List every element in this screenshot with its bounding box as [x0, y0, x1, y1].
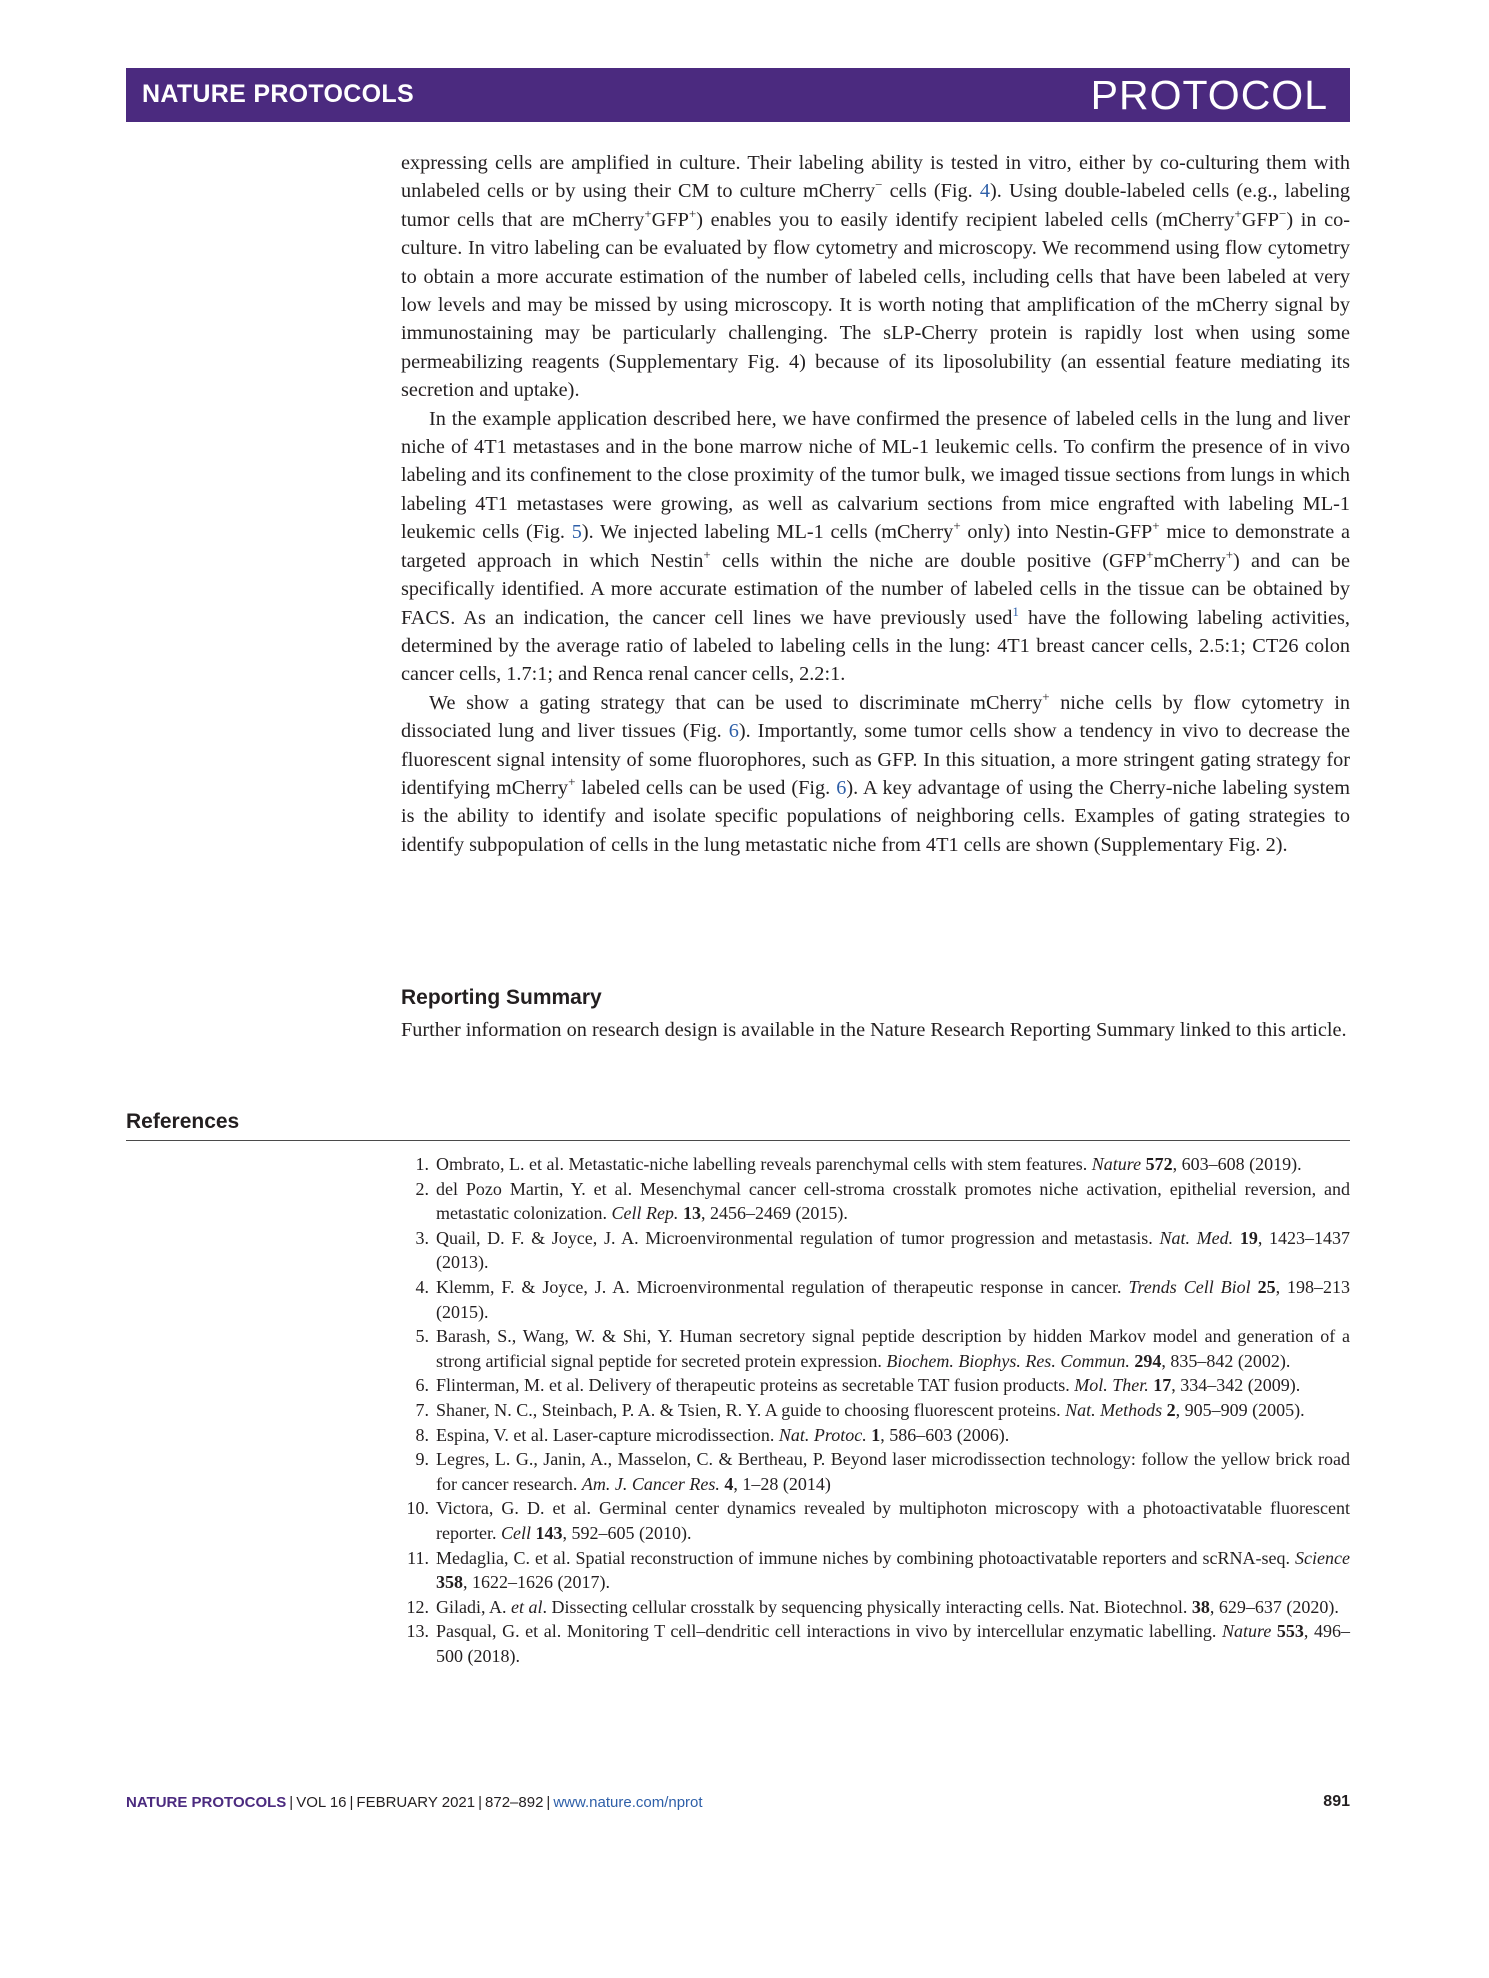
figure-link[interactable]: 6 [728, 720, 739, 743]
page-number: 891 [1323, 1793, 1350, 1810]
footer-journal: NATURE PROTOCOLS [126, 1794, 287, 1811]
reference-item: 13. Pasqual, G. et al. Monitoring T cell–dendritic cell interactions in vivo by intercellular enzymatic labelling. Nature 553, 496–500 (2018). [406, 1621, 1351, 1666]
figure-link[interactable]: 6 [836, 776, 847, 799]
reference-item: 3. Quail, D. F. & Joyce, J. A. Microenvironmental regulation of tumor progression and metastasis. Nat. Med. 19, 1423–1437 (2013). [415, 1227, 1350, 1273]
journal-name: NATURE PROTOCOLS [142, 80, 414, 108]
reference-item: 7. Shaner, N. C., Steinbach, P. A. & Tsien, R. Y. A guide to choosing fluorescent proteins. Nat. Methods 2, 905–909 (2005). [415, 1399, 1305, 1420]
reporting-summary-text: Further information on research design is available in the Nature Research Reporting Summary linked to this article. [401, 1019, 1347, 1041]
figure-link[interactable]: 5 [571, 521, 582, 544]
article-type: PROTOCOL [1090, 72, 1328, 118]
paragraph-2: In the example application described here, we have confirmed the presence of labeled cells in the lung and liver niche of 4T1 metastases and in the bone marrow niche of ML-1 leukemic cells. To confirm the presence of in vivo labeling and its confinement to the close proximity of the tumor bulk, we imaged tissue sections from lungs in which labeling 4T1 metastases were growing, as well as calvarium sections from mice engrafted with labeling ML-1 leukemic cells (Fig. 5). We injected labeling ML-1 cells (mCherry+ only) into Nestin-GFP+ mice to demonstrate a targeted approach in which Nestin+ cells within the niche are double positive (GFP+mCherry+) and can be specifically identified. A more accurate estimation of the number of labeled cells in the tissue can be obtained by FACS. As an indication, the cancer cell lines we have previously used$^1$ have the following labeling activities, determined by the average ratio of labeled to labeling cells in the lung: 4T1 breast cancer cells, 2.5:1; CT26 colon cancer cells, 1.7:1; and Renca renal cancer cells, 2.2:1. [401, 407, 1350, 686]
reference-item: 10. Victora, G. D. et al. Germinal center dynamics revealed by multiphoton microscopy with a photoactivatable fluorescent reporter. Cell 143, 592–605 (2010). [406, 1498, 1350, 1543]
reference-item: 6. Flinterman, M. et al. Delivery of therapeutic proteins as secretable TAT fusion products. Mol. Ther. 17, 334–342 (2009). [415, 1375, 1301, 1396]
references-divider [126, 1140, 1350, 1141]
footer-pages: 872–892 [485, 1794, 544, 1811]
reporting-summary-heading: Reporting Summary [401, 986, 602, 1009]
references-heading: References [126, 1110, 240, 1133]
reference-link[interactable]: 1 [1012, 603, 1019, 619]
footer-url-link[interactable]: www.nature.com/nprot [553, 1794, 703, 1811]
footer-volume: VOL 16 [296, 1794, 347, 1811]
reference-item: 12. Giladi, A. et al. Dissecting cellular crosstalk by sequencing physically interacting cells. Nat. Biotechnol. 38, 629–637 (2020). [406, 1596, 1339, 1617]
figure-link[interactable]: 4 [979, 180, 990, 203]
reference-item: 8. Espina, V. et al. Laser-capture microdissection. Nat. Protoc. 1, 586–603 (2006). [415, 1424, 1010, 1445]
reference-item: 1. Ombrato, L. et al. Metastatic-niche labelling reveals parenchymal cells with stem features. Nature 572, 603–608 (2019). [415, 1154, 1302, 1174]
journal-header-bar [126, 68, 1350, 122]
body-text [401, 149, 1350, 859]
reference-item: 5. Barash, S., Wang, W. & Shi, Y. Human secretory signal peptide description by hidden Markov model and generation of a strong artificial signal peptide for secreted protein expression. Biochem. Biophys. Res. Commun. 294, 835–842 (2002). [415, 1326, 1350, 1371]
reference-item: 4. Klemm, F. & Joyce, J. A. Microenvironmental regulation of therapeutic response in cancer. Trends Cell Biol 25, 198–213 (2015). [415, 1276, 1351, 1322]
paragraph-3: We show a gating strategy that can be used to discriminate mCherry+ niche cells by flow cytometry in dissociated lung and liver tissues (Fig. 6). Importantly, some tumor cells show a tendency in vivo to decrease the fluorescent signal intensity of some fluorophores, such as GFP. In this situation, a more stringent gating strategy for identifying mCherry+ labeled cells can be used (Fig. 6). A key advantage of using the Cherry-niche labeling system is the ability to identify and isolate specific populations of neighboring cells. Examples of gating strategies to identify subpopulation of cells in the lung metastatic niche from 4T1 cells are shown (Supplementary Fig. 2). [401, 688, 1351, 856]
reference-item: 9. Legres, L. G., Janin, A., Masselon, C. & Bertheau, P. Beyond laser microdissection technology: follow the yellow brick road for cancer research. Am. J. Cancer Res. 4, 1–28 (2014) [415, 1449, 1350, 1494]
reference-list [401, 1152, 1350, 1668]
reference-item: 2. del Pozo Martin, Y. et al. Mesenchymal cancer cell-stroma crosstalk promotes niche activation, epithelial reversion, and metastatic colonization. Cell Rep. 13, 2456–2469 (2015). [415, 1178, 1350, 1224]
reference-item: 11. Medaglia, C. et al. Spatial reconstruction of immune niches by combining photoactivatable reporters and scRNA-seq. Science 358, 1622–1626 (2017). [407, 1547, 1350, 1593]
paragraph-1: expressing cells are amplified in culture. Their labeling ability is tested in vitro, either by co-culturing them with unlabeled cells or by using their CM to culture mCherry− cells (Fig. 4). Using double-labeled cells (e.g., labeling tumor cells that are mCherry+GFP+) enables you to easily identify recipient labeled cells (mCherry+GFP−) in co-culture. In vitro labeling can be evaluated by flow cytometry and microscopy. We recommend using flow cytometry to obtain a more accurate estimation of the number of labeled cells, including cells that have been labeled at very low levels and may be missed by using microscopy. It is worth noting that amplification of the mCherry signal by immunostaining may be particularly challenging. The sLP-Cherry protein is rapidly lost when using some permeabilizing reagents (Supplementary Fig. 4) because of its liposolubility (an essential feature mediating its secretion and uptake). [401, 152, 1350, 402]
page-footer: NATURE PROTOCOLS | VOL 16 | FEBRUARY 2021 | 872–892 | www.nature.com/nprot [126, 1794, 703, 1811]
footer-issue: FEBRUARY 2021 [356, 1794, 476, 1811]
